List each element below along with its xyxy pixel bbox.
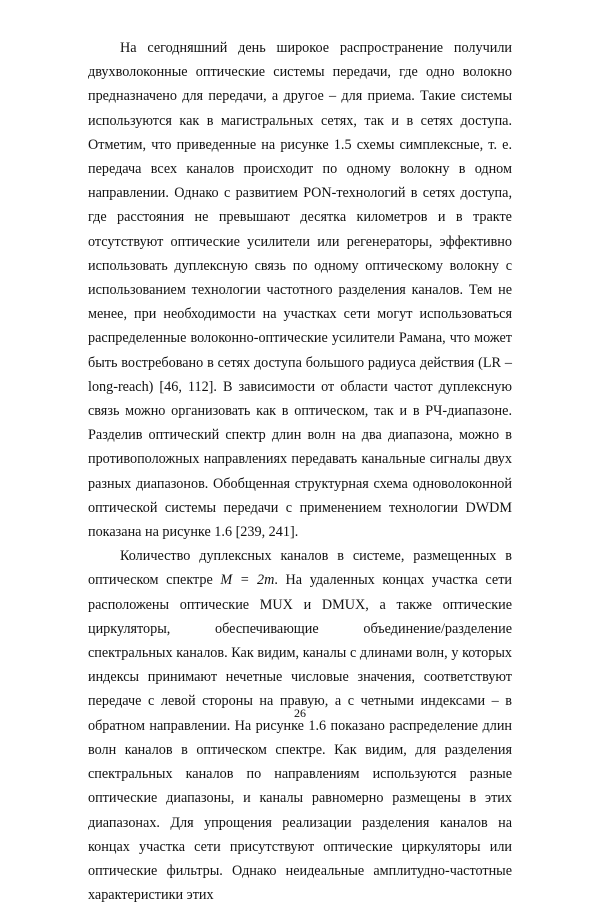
paragraph-2-rest: . На удаленных концах участка сети расположены оптические MUX и DMUX, а также оптические циркуляторы, обеспечивающие объединение/разделение спектральных каналов. Как видим, каналы с длинами волн, у которых индексы принимают нечетные числовые значения, соответствуют передаче с левой стороны на правую, а с четными индексами – в обратном направлении. На рисунке 1.6 показано распределение длин волн каналов в оптическом спектре. Как видим, для разделения спектральных каналов по направлениям используются разные оптические диапазоны, и каналы равномерно размещены в этих диапазонах. Для упрощения реализации разделения каналов на концах участка сети присутствуют оптические циркуляторы или оптические фильтры. Однако неидеальные амплитудно-частотные характеристики этих [88, 572, 512, 904]
paragraph-1: На сегодняшний день широкое распространение получили двухволоконные оптические системы передачи, где одно волокно предназначено для передачи, а другое – для приема. Такие системы используются как в магистральных сетях, так и в сетях доступа. Отметим, что приведенные на рисунке 1.5 схемы симплексные, т. е. передача всех каналов происходит по одному волокну в одном направлении. Однако с развитием PON-технологий в сетях доступа, где расстояния не превышают десятка километров и в тракте отсутствуют оптические усилители или регенераторы, эффективно использовать дуплексную связь по одному оптическому волокну с использованием технологии частотного разделения каналов. Тем не менее, при необходимости на участках сети могут использоваться распределенные волоконно-оптические усилители Рамана, что может быть востребовано в сетях доступа большого радиуса действия (LR – long-reach) [46, 112]. В зависимости от области частот дуплексную связь можно организовать как в оптическом, так и в РЧ-диапазоне. Разделив оптический спектр длин волн на два диапазона, можно в противоположных направлениях передавать канальные сигналы двух разных диапазонов. Обобщенная структурная схема одноволоконной оптической системы передачи с применением технологии DWDM показана на рисунке 1.6 [239, 241]. [88, 40, 512, 541]
paragraph-2-start: Количество дуплексных каналов в системе, размещенных в оптическом спектре [88, 548, 512, 589]
paragraph-2 [88, 544, 512, 907]
document-body [88, 36, 512, 907]
page-number: 26 [294, 706, 306, 720]
formula-m-equals-2m: M = 2m [220, 572, 275, 589]
